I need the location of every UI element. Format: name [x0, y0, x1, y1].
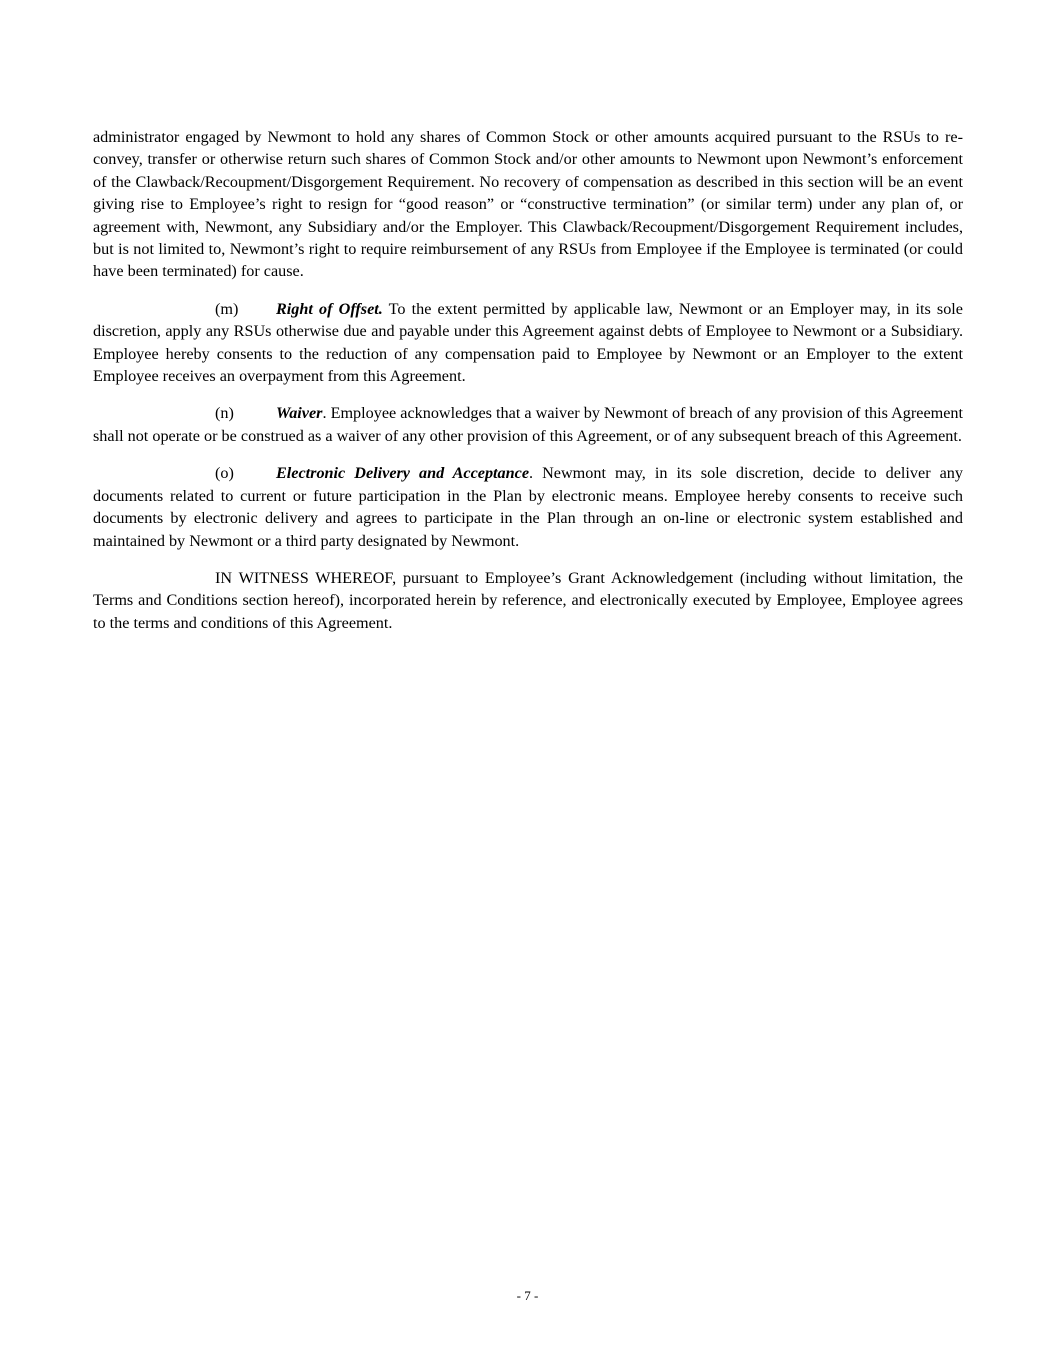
witness-text: IN WITNESS WHEREOF, pursuant to Employee’s Grant Acknowledgement (including without limitation, the Terms and Conditions section hereof), incorporated herein by reference, and electronically executed by Employee, Employee agrees to the terms and conditions of this Agreement. — [93, 568, 963, 632]
section-text: To the extent permitted by applicable law, Newmont or an Employer may, in its sole discretion, apply any RSUs otherwise due and payable under this Agreement against debts of Employee to Newmont or a Subsidiary. Employee hereby consents to the reduction of any compensation paid to Employee by Newmont or an Employer to the extent Employee receives an overpayment from this Agreement. — [93, 299, 963, 386]
section-text: . Employee acknowledges that a waiver by Newmont of breach of any provision of this Agreement shall not operate or be construed as a waiver of any other provision of this Agreement, or of any subsequent breach of this Agreement. — [93, 404, 963, 445]
section-number: (o) — [215, 464, 234, 483]
section-text: . Newmont may, in its sole discretion, decide to deliver any documents related to current or future participation in the Plan by electronic means. Employee hereby consents to receive such documents by electronic delivery and agrees to participate in the Plan through an on-line or electronic system established and maintained by Newmont or a third party designated by Newmont. — [93, 464, 963, 550]
section-number: (m) — [215, 299, 239, 318]
section-heading: Waiver — [276, 404, 323, 423]
section-n-paragraph — [93, 402, 963, 447]
section-heading: Electronic Delivery and Acceptance — [276, 464, 530, 483]
section-m-paragraph — [93, 298, 963, 388]
page-number: - 7 - — [516, 1288, 539, 1303]
witness-paragraph — [93, 567, 963, 634]
section-number: (n) — [215, 404, 234, 423]
section-o-paragraph — [93, 462, 963, 552]
section-heading: Right of Offset. — [276, 299, 383, 318]
continuation-paragraph: administrator engaged by Newmont to hold any shares of Common Stock or other amounts acquired pursuant to the RSUs to re-convey, transfer or otherwise return such shares of Common Stock and/or other amounts to Newmont upon Newmont’s enforcement of the Clawback/Recoupment/Disgorgement Requirement. No recovery of compensation as described in this section will be an event giving rise to Employee’s right to resign for “good reason” or “constructive termination” (or similar term) under any plan of, or agreement with, Newmont, any Subsidiary and/or the Employer. This Clawback/Recoupment/Disgorgement Requirement includes, but is not limited to, Newmont’s right to require reimbursement of any RSUs from Employee if the Employee is terminated (or could have been terminated) for cause. — [93, 128, 963, 281]
document-body — [93, 126, 963, 649]
